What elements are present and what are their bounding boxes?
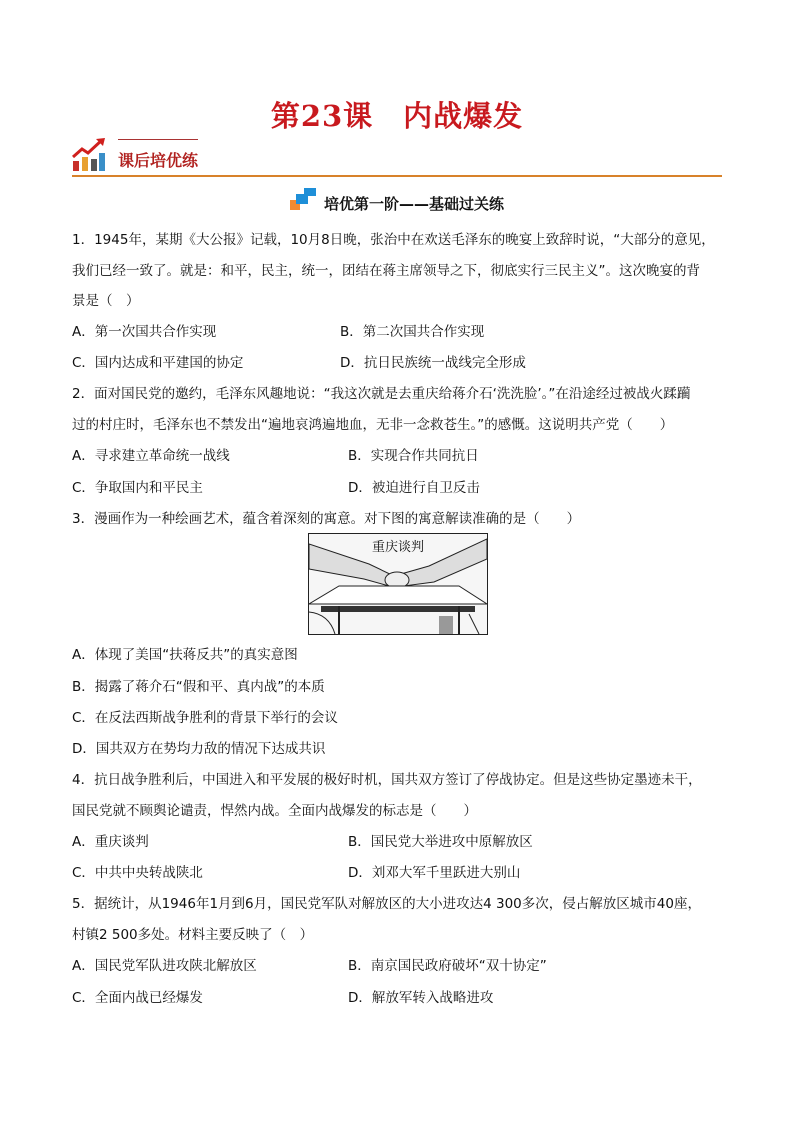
- question-text: 过的村庄时，毛泽东也不禁发出“遍地哀鸿遍地血，无非一念救苍生。”的感慨。这说明共产党（ ）: [72, 417, 674, 433]
- option-d: D．刘邓大军千里跃进大别山: [348, 865, 521, 881]
- question-text: 1．1945年，某期《大公报》记载，10月8日晚，张治中在欢送毛泽东的晚宴上致辞时说，“大部分的意见，: [72, 232, 715, 248]
- question-text: 2．面对国民党的邀约，毛泽东风趣地说：“我这次就是去重庆给蒋介石‘洗洗脸’。”在沿途经过被战火蹂躏: [72, 386, 691, 402]
- section-heading: [0, 188, 794, 214]
- option-b: B．第二次国共合作实现: [340, 324, 485, 340]
- question-text: 我们已经一致了。就是：和平，民主，统一，团结在蒋主席领导之下，彻底实行三民主义”。这次晚宴的背: [72, 263, 700, 279]
- option-b: B．揭露了蒋介石“假和平、真内战”的本质: [72, 679, 325, 695]
- option-c: C．国内达成和平建国的协定: [72, 355, 244, 371]
- section-title: 培优第一阶——基础过关练: [323, 195, 504, 213]
- cartoon-image: [308, 533, 488, 635]
- question-text: 5．据统计，从1946年1月到6月，国民党军队对解放区的大小进攻达4 300多次，侵占解放区城市40座，: [72, 896, 701, 912]
- cartoon-caption: 重庆谈判: [371, 540, 424, 555]
- question-text: 国民党就不顾舆论谴责，悍然内战。全面内战爆发的标志是（ ）: [72, 803, 477, 819]
- option-d: D．国共双方在势均力敌的情况下达成共识: [72, 741, 326, 757]
- question-text: 村镇2 500多处。材料主要反映了（ ）: [72, 927, 314, 943]
- option-a: A．寻求建立革命统一战线: [72, 448, 230, 464]
- option-d: D．解放军转入战略进攻: [348, 990, 494, 1006]
- option-d: D．抗日民族统一战线完全形成: [340, 355, 526, 371]
- option-b: B．南京国民政府破坏“双十协定”: [348, 958, 547, 974]
- option-d: D．被迫进行自卫反击: [348, 480, 480, 496]
- option-a: A．体现了美国“扶蒋反共”的真实意图: [72, 647, 298, 663]
- option-c: C．在反法西斯战争胜利的背景下举行的会议: [72, 710, 338, 726]
- question-text: 4．抗日战争胜利后，中国进入和平发展的极好时机，国共双方签订了停战协定。但是这些协定墨迹未干，: [72, 772, 702, 788]
- option-a: A．第一次国共合作实现: [72, 324, 217, 340]
- option-c: C．中共中央转战陕北: [72, 865, 203, 881]
- section-header-label: 课后培优练: [118, 151, 199, 170]
- option-a: A．国民党军队进攻陕北解放区: [72, 958, 257, 974]
- option-a: A．重庆谈判: [72, 834, 149, 850]
- steps-icon: [290, 188, 318, 212]
- option-b: B．实现合作共同抗日: [348, 448, 479, 464]
- question-text: 3．漫画作为一种绘画艺术，蕴含着深刻的寓意。对下图的寓意解读准确的是（ ）: [72, 511, 581, 527]
- option-b: B．国民党大举进攻中原解放区: [348, 834, 533, 850]
- option-c: C．争取国内和平民主: [72, 480, 203, 496]
- growth-chart-icon: [72, 137, 106, 173]
- question-text: 景是（ ）: [72, 293, 140, 309]
- header-decor-line: [118, 139, 198, 140]
- page-title: 第23课 内战爆发: [270, 99, 524, 133]
- header-divider: [72, 175, 722, 177]
- option-c: C．全面内战已经爆发: [72, 990, 203, 1006]
